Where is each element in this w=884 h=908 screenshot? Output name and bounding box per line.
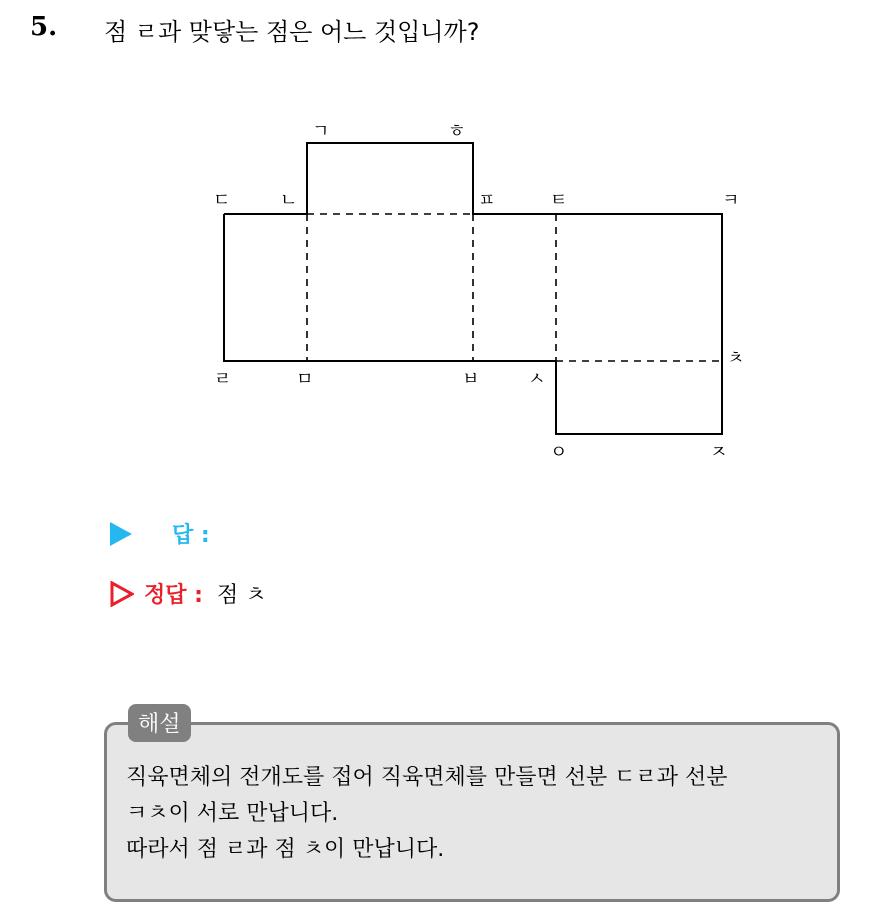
question-text: 점 ㄹ과 맞닿는 점은 어느 것입니까? — [104, 18, 480, 46]
label-r: ㄹ — [214, 369, 232, 390]
label-k: ㅋ — [722, 190, 740, 211]
explanation-text — [126, 760, 728, 868]
explanation-tab: 해설 — [128, 704, 191, 742]
label-m: ㅁ — [296, 369, 314, 390]
explanation-line-1: 직육면체의 전개도를 접어 직육면체를 만들면 선분 ㄷㄹ과 선분 — [126, 765, 728, 790]
correct-answer-label: 정답 : — [144, 583, 203, 608]
label-d: ㄷ — [213, 190, 231, 211]
correct-answer-row — [110, 578, 266, 609]
play-triangle-icon — [110, 522, 132, 546]
answer-row — [110, 518, 224, 549]
label-n: ㄴ — [280, 190, 298, 211]
label-b: ㅂ — [462, 369, 480, 390]
label-ch: ㅊ — [727, 348, 745, 369]
label-j: ㅈ — [710, 442, 728, 463]
answer-label: 답 : — [172, 523, 210, 548]
net-outline — [224, 143, 722, 434]
correct-answer-value: 점 ㅊ — [216, 583, 267, 608]
label-t: ㅌ — [550, 190, 568, 211]
label-h: ㅎ — [448, 121, 466, 142]
explanation-line-2: ㅋㅊ이 서로 만납니다. — [126, 801, 339, 826]
outline-triangle-icon — [110, 581, 134, 607]
question-number: 5. — [30, 12, 58, 42]
label-g: ㄱ — [312, 121, 330, 142]
label-p: ㅍ — [478, 190, 496, 211]
label-o: ㅇ — [550, 442, 568, 463]
label-s: ㅅ — [528, 369, 546, 390]
explanation-line-3: 따라서 점 ㄹ과 점 ㅊ이 만납니다. — [126, 837, 445, 862]
